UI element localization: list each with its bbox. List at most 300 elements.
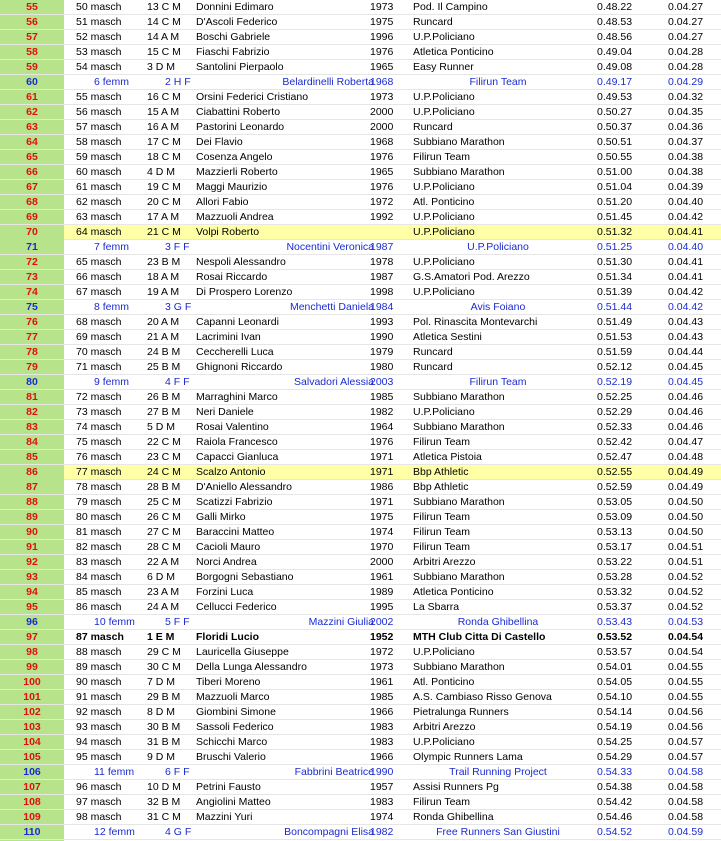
table-row (0, 570, 721, 585)
athlete-name-cell: Mazzini Giulia (308, 616, 374, 628)
team-cell: U.P.Policiano (413, 181, 475, 193)
category-cell: 88 masch (76, 646, 122, 658)
gap-time-cell: 0.04.52 (668, 586, 704, 598)
class-cell: 29 C M (147, 646, 181, 658)
class-cell: 31 C M (147, 811, 181, 823)
gap-time-cell: 0.04.43 (668, 316, 704, 328)
team-cell: MTH Club Citta Di Castello (413, 631, 546, 643)
athlete-name-cell: Belardinelli Roberta (282, 76, 374, 88)
finish-time-cell: 0.51.34 (597, 271, 633, 283)
position-cell: 77 (26, 331, 38, 343)
athlete-name-cell: Fiaschi Fabrizio (196, 46, 270, 58)
category-cell: 64 masch (76, 226, 122, 238)
category-cell: 6 femm (94, 76, 130, 88)
athlete-name-cell: Marraghini Marco (196, 391, 278, 403)
category-cell: 61 masch (76, 181, 122, 193)
gap-time-cell: 0.04.49 (668, 466, 704, 478)
finish-time-cell: 0.51.59 (597, 346, 633, 358)
table-row (0, 645, 721, 660)
table-row (0, 405, 721, 420)
class-cell: 17 A M (147, 211, 180, 223)
gap-time-cell: 0.04.59 (668, 826, 704, 838)
birth-year-cell: 2000 (370, 121, 394, 133)
table-row (0, 480, 721, 495)
birth-year-cell: 1957 (370, 781, 394, 793)
position-cell: 63 (26, 121, 38, 133)
team-cell: Runcard (413, 16, 453, 28)
finish-time-cell: 0.52.25 (597, 391, 633, 403)
finish-time-cell: 0.51.25 (597, 241, 633, 253)
category-cell: 62 masch (76, 196, 122, 208)
table-row (0, 630, 721, 645)
team-cell: Pol. Rinascita Montevarchi (413, 316, 538, 328)
position-cell: 106 (23, 766, 41, 778)
gap-time-cell: 0.04.58 (668, 781, 704, 793)
table-row (0, 210, 721, 225)
category-cell: 70 masch (76, 346, 122, 358)
position-cell: 64 (26, 136, 38, 148)
gap-time-cell: 0.04.51 (668, 556, 704, 568)
gap-time-cell: 0.04.41 (668, 226, 704, 238)
birth-year-cell: 2000 (370, 556, 394, 568)
class-cell: 29 B M (147, 691, 181, 703)
position-cell: 92 (26, 556, 38, 568)
category-cell: 11 femm (94, 766, 135, 778)
birth-year-cell: 1971 (370, 451, 394, 463)
table-row (0, 180, 721, 195)
category-cell: 54 masch (76, 61, 122, 73)
team-cell: U.P.Policiano (413, 31, 475, 43)
athlete-name-cell: Pastorini Leonardo (196, 121, 285, 133)
finish-time-cell: 0.53.05 (597, 496, 633, 508)
birth-year-cell: 1965 (370, 166, 394, 178)
athlete-name-cell: Menchetti Daniela (289, 301, 374, 313)
category-cell: 90 masch (76, 676, 122, 688)
table-row (0, 105, 721, 120)
team-cell: Trail Running Project (449, 766, 547, 778)
birth-year-cell: 1974 (370, 526, 394, 538)
category-cell: 75 masch (76, 436, 122, 448)
finish-time-cell: 0.50.37 (597, 121, 633, 133)
class-cell: 3 G F (165, 301, 192, 313)
category-cell: 89 masch (76, 661, 122, 673)
table-row (0, 15, 721, 30)
athlete-name-cell: Petrini Fausto (196, 781, 261, 793)
table-row (0, 30, 721, 45)
class-cell: 18 A M (147, 271, 180, 283)
finish-time-cell: 0.54.19 (597, 721, 633, 733)
position-cell: 107 (23, 781, 41, 793)
table-row (0, 765, 721, 780)
table-row (0, 255, 721, 270)
position-cell: 89 (26, 511, 38, 523)
finish-time-cell: 0.52.29 (597, 406, 633, 418)
class-cell: 13 C M (147, 1, 181, 13)
athlete-name-cell: Capanni Leonardi (196, 316, 279, 328)
gap-time-cell: 0.04.43 (668, 331, 704, 343)
birth-year-cell: 1976 (370, 436, 394, 448)
finish-time-cell: 0.53.52 (597, 631, 633, 643)
category-cell: 79 masch (76, 496, 122, 508)
category-cell: 83 masch (76, 556, 122, 568)
position-cell: 60 (26, 76, 38, 88)
team-cell: Filirun Team (413, 511, 470, 523)
gap-time-cell: 0.04.28 (668, 46, 704, 58)
class-cell: 8 D M (147, 706, 176, 718)
finish-time-cell: 0.54.52 (597, 826, 633, 838)
position-cell: 67 (26, 181, 38, 193)
table-row (0, 135, 721, 150)
team-cell: G.S.Amatori Pod. Arezzo (413, 271, 530, 283)
athlete-name-cell: Mazzuoli Andrea (196, 211, 274, 223)
table-row (0, 300, 721, 315)
position-cell: 95 (26, 601, 38, 613)
finish-time-cell: 0.51.20 (597, 196, 633, 208)
athlete-name-cell: Della Lunga Alessandro (196, 661, 307, 673)
class-cell: 7 D M (147, 676, 176, 688)
position-cell: 100 (23, 676, 41, 688)
team-cell: Avis Foiano (470, 301, 526, 313)
category-cell: 80 masch (76, 511, 122, 523)
table-row (0, 360, 721, 375)
table-row (0, 375, 721, 390)
gap-time-cell: 0.04.37 (668, 136, 704, 148)
class-cell: 24 B M (147, 346, 181, 358)
position-cell: 94 (26, 586, 38, 598)
athlete-name-cell: Galli Mirko (196, 511, 246, 523)
team-cell: Ronda Ghibellina (457, 616, 539, 628)
finish-time-cell: 0.54.42 (597, 796, 633, 808)
team-cell: Pietralunga Runners (413, 706, 509, 718)
athlete-name-cell: Mazzierli Roberto (196, 166, 278, 178)
team-cell: Free Runners San Giustini (436, 826, 560, 838)
gap-time-cell: 0.04.57 (668, 751, 704, 763)
category-cell: 84 masch (76, 571, 122, 583)
athlete-name-cell: Norci Andrea (196, 556, 257, 568)
team-cell: Atl. Ponticino (413, 196, 475, 208)
position-cell: 65 (26, 151, 38, 163)
birth-year-cell: 1975 (370, 16, 394, 28)
position-cell: 55 (26, 1, 38, 13)
category-cell: 9 femm (94, 376, 130, 388)
team-cell: Atletica Pistoia (413, 451, 482, 463)
table-row (0, 345, 721, 360)
table-row (0, 435, 721, 450)
team-cell: U.P.Policiano (413, 106, 475, 118)
gap-time-cell: 0.04.46 (668, 421, 704, 433)
athlete-name-cell: Lauricella Giuseppe (196, 646, 289, 658)
gap-time-cell: 0.04.55 (668, 676, 704, 688)
athlete-name-cell: Capacci Gianluca (196, 451, 279, 463)
table-row (0, 705, 721, 720)
class-cell: 25 C M (147, 496, 181, 508)
class-cell: 32 B M (147, 796, 181, 808)
team-cell: Subbiano Marathon (413, 166, 505, 178)
class-cell: 26 C M (147, 511, 181, 523)
position-cell: 108 (23, 796, 41, 808)
position-cell: 86 (0, 465, 64, 480)
position-cell: 110 (23, 826, 41, 838)
class-cell: 24 C M (147, 466, 181, 478)
table-row (0, 165, 721, 180)
position-cell: 88 (26, 496, 38, 508)
athlete-name-cell: Scalzo Antonio (196, 466, 266, 478)
position-cell: 82 (26, 406, 38, 418)
class-cell: 25 B M (147, 361, 181, 373)
birth-year-cell: 1971 (370, 496, 394, 508)
position-cell: 80 (26, 376, 38, 388)
category-cell: 85 masch (76, 586, 122, 598)
gap-time-cell: 0.04.50 (668, 526, 704, 538)
team-cell: U.P.Policiano (467, 241, 529, 253)
table-row (0, 90, 721, 105)
finish-time-cell: 0.48.56 (597, 31, 633, 43)
birth-year-cell: 1974 (370, 811, 394, 823)
table-row (0, 150, 721, 165)
position-cell: 93 (26, 571, 38, 583)
finish-time-cell: 0.52.12 (597, 361, 633, 373)
team-cell: Arbitri Arezzo (413, 721, 476, 733)
finish-time-cell: 0.52.19 (597, 376, 633, 388)
finish-time-cell: 0.54.46 (597, 811, 633, 823)
gap-time-cell: 0.04.45 (668, 361, 704, 373)
team-cell: A.S. Cambiaso Risso Genova (413, 691, 552, 703)
birth-year-cell: 1985 (370, 391, 394, 403)
team-cell: U.P.Policiano (413, 211, 475, 223)
athlete-name-cell: Sassoli Federico (196, 721, 274, 733)
class-cell: 15 C M (147, 46, 181, 58)
team-cell: Subbiano Marathon (413, 571, 505, 583)
birth-year-cell: 1973 (370, 91, 394, 103)
position-cell: 97 (26, 631, 38, 643)
athlete-name-cell: Santolini Pierpaolo (196, 61, 284, 73)
class-cell: 21 C M (147, 226, 181, 238)
gap-time-cell: 0.04.42 (668, 286, 704, 298)
birth-year-cell: 1972 (370, 196, 394, 208)
category-cell: 10 femm (94, 616, 135, 628)
gap-time-cell: 0.04.56 (668, 706, 704, 718)
table-row (0, 585, 721, 600)
gap-time-cell: 0.04.41 (668, 271, 704, 283)
team-cell: U.P.Policiano (413, 736, 475, 748)
birth-year-cell: 1965 (370, 61, 394, 73)
class-cell: 6 D M (147, 571, 176, 583)
finish-time-cell: 0.53.57 (597, 646, 633, 658)
category-cell: 7 femm (94, 241, 130, 253)
finish-time-cell: 0.48.22 (597, 1, 633, 13)
gap-time-cell: 0.04.36 (668, 121, 704, 133)
athlete-name-cell: Mazzuoli Marco (196, 691, 270, 703)
birth-year-cell: 1971 (370, 466, 394, 478)
category-cell: 76 masch (76, 451, 122, 463)
team-cell: Atl. Ponticino (413, 676, 475, 688)
gap-time-cell: 0.04.54 (668, 646, 704, 658)
category-cell: 65 masch (76, 256, 122, 268)
category-cell: 51 masch (76, 16, 122, 28)
gap-time-cell: 0.04.57 (668, 736, 704, 748)
table-row (0, 525, 721, 540)
category-cell: 55 masch (76, 91, 122, 103)
birth-year-cell: 1992 (370, 211, 394, 223)
finish-time-cell: 0.52.59 (597, 481, 633, 493)
table-row (0, 60, 721, 75)
position-cell: 69 (26, 211, 38, 223)
finish-time-cell: 0.54.14 (597, 706, 633, 718)
position-cell: 83 (26, 421, 38, 433)
finish-time-cell: 0.51.44 (597, 301, 633, 313)
position-cell: 103 (23, 721, 41, 733)
team-cell: Subbiano Marathon (413, 136, 505, 148)
finish-time-cell: 0.53.09 (597, 511, 633, 523)
finish-time-cell: 0.52.33 (597, 421, 633, 433)
finish-time-cell: 0.51.00 (597, 166, 633, 178)
category-cell: 74 masch (76, 421, 122, 433)
finish-time-cell: 0.53.13 (597, 526, 633, 538)
class-cell: 28 B M (147, 481, 181, 493)
table-row (0, 195, 721, 210)
team-cell: Atletica Ponticino (413, 46, 494, 58)
category-cell: 68 masch (76, 316, 122, 328)
class-cell: 31 B M (147, 736, 181, 748)
team-cell: Runcard (413, 361, 453, 373)
category-cell: 63 masch (76, 211, 122, 223)
finish-time-cell: 0.50.51 (597, 136, 633, 148)
athlete-name-cell: Di Prospero Lorenzo (196, 286, 293, 298)
athlete-name-cell: Baraccini Matteo (196, 526, 275, 538)
birth-year-cell: 1998 (370, 286, 394, 298)
position-cell: 61 (26, 91, 38, 103)
category-cell: 97 masch (76, 796, 122, 808)
class-cell: 15 A M (147, 106, 180, 118)
class-cell: 1 E M (147, 631, 175, 643)
athlete-name-cell: Salvadori Alessia (294, 376, 374, 388)
position-cell: 105 (23, 751, 41, 763)
athlete-name-cell: Maggi Maurizio (196, 181, 268, 193)
team-cell: Subbiano Marathon (413, 496, 505, 508)
birth-year-cell: 1961 (370, 571, 394, 583)
finish-time-cell: 0.53.37 (597, 601, 633, 613)
team-cell: Easy Runner (413, 61, 474, 73)
category-cell: 98 masch (76, 811, 122, 823)
category-cell: 67 masch (76, 286, 122, 298)
gap-time-cell: 0.04.55 (668, 661, 704, 673)
position-cell: 87 (26, 481, 38, 493)
finish-time-cell: 0.54.01 (597, 661, 633, 673)
athlete-name-cell: Dei Flavio (196, 136, 243, 148)
finish-time-cell: 0.51.39 (597, 286, 633, 298)
category-cell: 52 masch (76, 31, 122, 43)
team-cell: La Sbarra (413, 601, 460, 613)
gap-time-cell: 0.04.54 (668, 631, 704, 643)
birth-year-cell: 1983 (370, 721, 394, 733)
athlete-name-cell: Orsini Federici Cristiano (196, 91, 309, 103)
position-cell: 81 (26, 391, 38, 403)
birth-year-cell: 1952 (370, 631, 394, 643)
athlete-name-cell: Donnini Edimaro (196, 1, 274, 13)
position-cell: 76 (26, 316, 38, 328)
team-cell: U.P.Policiano (413, 406, 475, 418)
birth-year-cell: 1984 (370, 301, 394, 313)
position-cell: 71 (26, 241, 38, 253)
class-cell: 23 C M (147, 451, 181, 463)
birth-year-cell: 1966 (370, 706, 394, 718)
class-cell: 5 F F (165, 616, 190, 628)
athlete-name-cell: Angiolini Matteo (196, 796, 271, 808)
position-cell: 101 (23, 691, 41, 703)
position-cell: 70 (0, 225, 64, 240)
position-cell: 84 (26, 436, 38, 448)
category-cell: 69 masch (76, 331, 122, 343)
athlete-name-cell: Volpi Roberto (196, 226, 260, 238)
birth-year-cell: 1987 (370, 241, 394, 253)
finish-time-cell: 0.51.53 (597, 331, 633, 343)
category-cell: 58 masch (76, 136, 122, 148)
class-cell: 22 A M (147, 556, 180, 568)
team-cell: Filirun Team (413, 436, 470, 448)
table-row (0, 540, 721, 555)
athlete-name-cell: Lacrimini Ivan (196, 331, 261, 343)
birth-year-cell: 1972 (370, 646, 394, 658)
birth-year-cell: 1982 (370, 406, 394, 418)
birth-year-cell: 1986 (370, 481, 394, 493)
position-cell: 57 (26, 31, 38, 43)
table-row (0, 690, 721, 705)
finish-time-cell: 0.53.17 (597, 541, 633, 553)
athlete-name-cell: Allori Fabio (196, 196, 249, 208)
finish-time-cell: 0.53.28 (597, 571, 633, 583)
category-cell: 53 masch (76, 46, 122, 58)
birth-year-cell: 1979 (370, 346, 394, 358)
athlete-name-cell: Cellucci Federico (196, 601, 277, 613)
class-cell: 4 G F (165, 826, 192, 838)
class-cell: 16 C M (147, 91, 181, 103)
class-cell: 10 D M (147, 781, 181, 793)
birth-year-cell: 1973 (370, 1, 394, 13)
class-cell: 3 D M (147, 61, 176, 73)
finish-time-cell: 0.51.04 (597, 181, 633, 193)
table-row (0, 225, 721, 240)
finish-time-cell: 0.50.55 (597, 151, 633, 163)
position-cell: 73 (26, 271, 38, 283)
table-row (0, 420, 721, 435)
table-row (0, 660, 721, 675)
athlete-name-cell: Bruschi Valerio (196, 751, 266, 763)
team-cell: Bbp Athletic (413, 481, 469, 493)
gap-time-cell: 0.04.48 (668, 451, 704, 463)
birth-year-cell: 2002 (370, 616, 394, 628)
gap-time-cell: 0.04.29 (668, 76, 704, 88)
gap-time-cell: 0.04.58 (668, 766, 704, 778)
class-cell: 30 B M (147, 721, 181, 733)
table-row (0, 780, 721, 795)
table-row (0, 750, 721, 765)
table-row (0, 450, 721, 465)
finish-time-cell: 0.49.53 (597, 91, 633, 103)
finish-time-cell: 0.52.42 (597, 436, 633, 448)
position-cell: 102 (23, 706, 41, 718)
class-cell: 27 C M (147, 526, 181, 538)
table-row (0, 795, 721, 810)
category-cell: 56 masch (76, 106, 122, 118)
team-cell: U.P.Policiano (413, 286, 475, 298)
birth-year-cell: 1985 (370, 691, 394, 703)
table-row (0, 825, 721, 840)
position-cell: 98 (26, 646, 38, 658)
gap-time-cell: 0.04.41 (668, 256, 704, 268)
table-row (0, 315, 721, 330)
birth-year-cell: 1973 (370, 661, 394, 673)
class-cell: 9 D M (147, 751, 176, 763)
